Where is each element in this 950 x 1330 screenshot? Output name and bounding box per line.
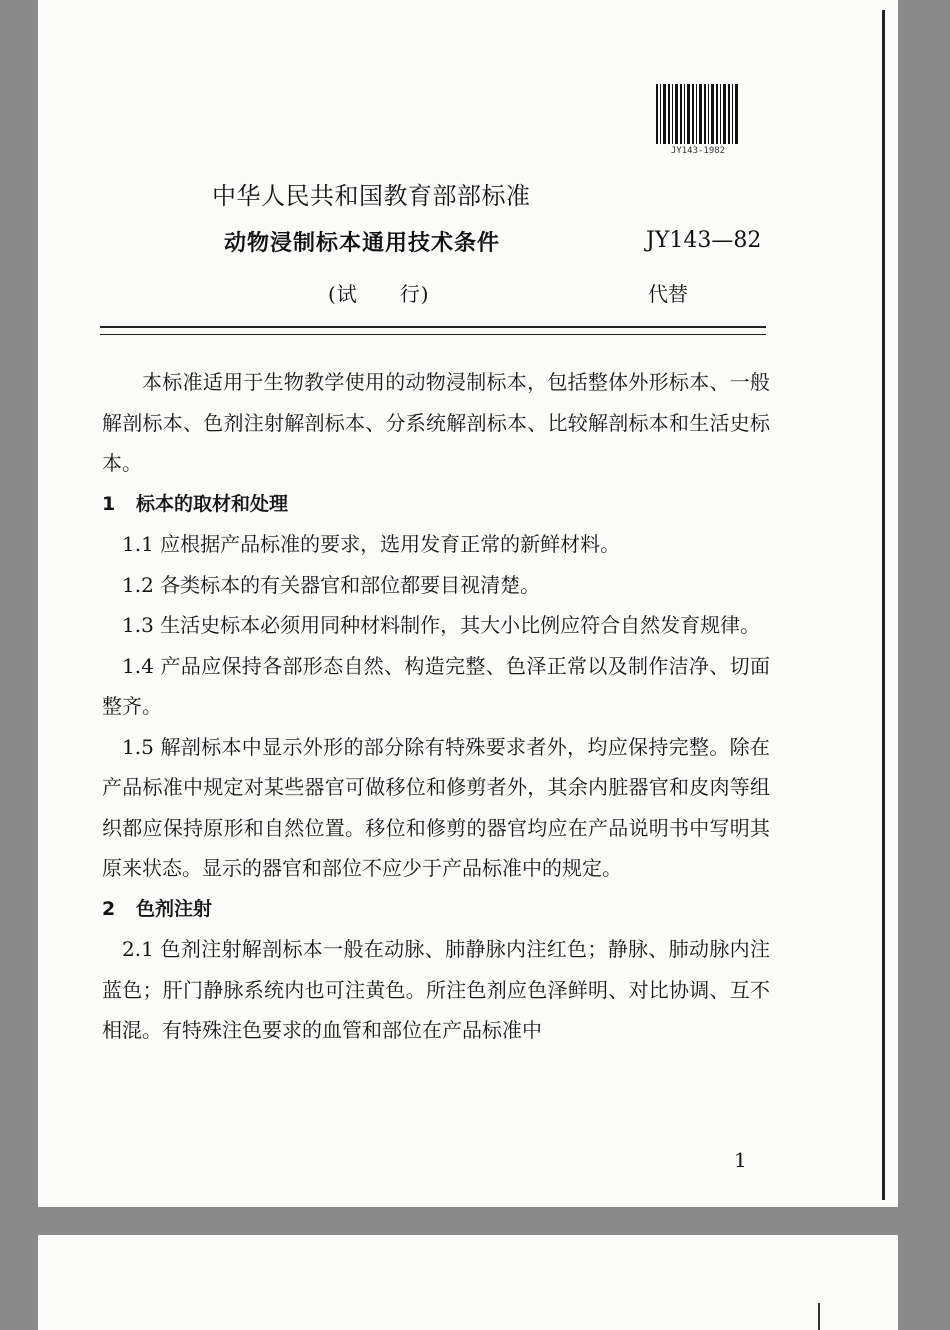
clause-paragraph: 1.1 应根据产品标准的要求，选用发育正常的新鲜材料。 [122,532,621,556]
intro-paragraph: 本标准适用于生物教学使用的动物浸制标本，包括整体外形标本、一般解剖标本、色剂注射解剖标本、分系统解剖标本、比较解剖标本和生活史标本。 [102,370,770,475]
section-heading [102,889,770,930]
page-number: 1 [734,1148,747,1172]
section-number: 2 [102,897,116,920]
next-page [38,1235,898,1330]
standard-code: JY143—82 [646,228,762,253]
section-number: 1 [102,492,116,515]
barcode [656,84,740,160]
section-title: 色剂注射 [136,897,213,920]
scan-edge-line [882,10,885,1200]
clause-paragraph: 1.5 解剖标本中显示外形的部分除有特殊要求者外，均应保持完整。除在产品标准中规定对某些器官可做移位和修剪者外，其余内脏器官和皮肉等组织都应保持原形和自然位置。移位和修剪的器官均应在产品说明书中写明其原来状态。显示的器官和部位不应少于产品标准中的规定。 [102,734,770,880]
section-title: 标本的取材和处理 [136,492,289,515]
replaces-label: 代替 [648,282,688,306]
issuing-authority-title: 中华人民共和国教育部部标准 [212,182,531,210]
clause-paragraph: 2.1 色剂注射解剖标本一般在动脉、肺静脉内注红色；静脉、肺动脉内注蓝色；肝门静脉系统内也可注黄色。所注色剂应色泽鲜明、对比协调、互不相混。有特殊注色要求的血管和部位在产品标准中 [102,937,770,1042]
document-body [102,362,770,1051]
clause-paragraph: 1.3 生活史标本必须用同种材料制作，其大小比例应符合自然发育规律。 [122,613,761,637]
document-page [38,0,898,1207]
header-divider [100,326,766,335]
clause-paragraph: 1.2 各类标本的有关器官和部位都要目视清楚。 [122,572,541,597]
section-heading [102,484,770,525]
scan-mark [818,1303,820,1330]
trial-label: (试 行) [328,282,430,306]
clause-paragraph: 1.4 产品应保持各部形态自然、构造完整、色泽正常以及制作洁净、切面整齐。 [102,653,770,718]
document-title: 动物浸制标本通用技术条件 [224,231,501,256]
barcode-code: JY143-1982 [670,146,726,156]
barcode-icon [656,84,740,144]
